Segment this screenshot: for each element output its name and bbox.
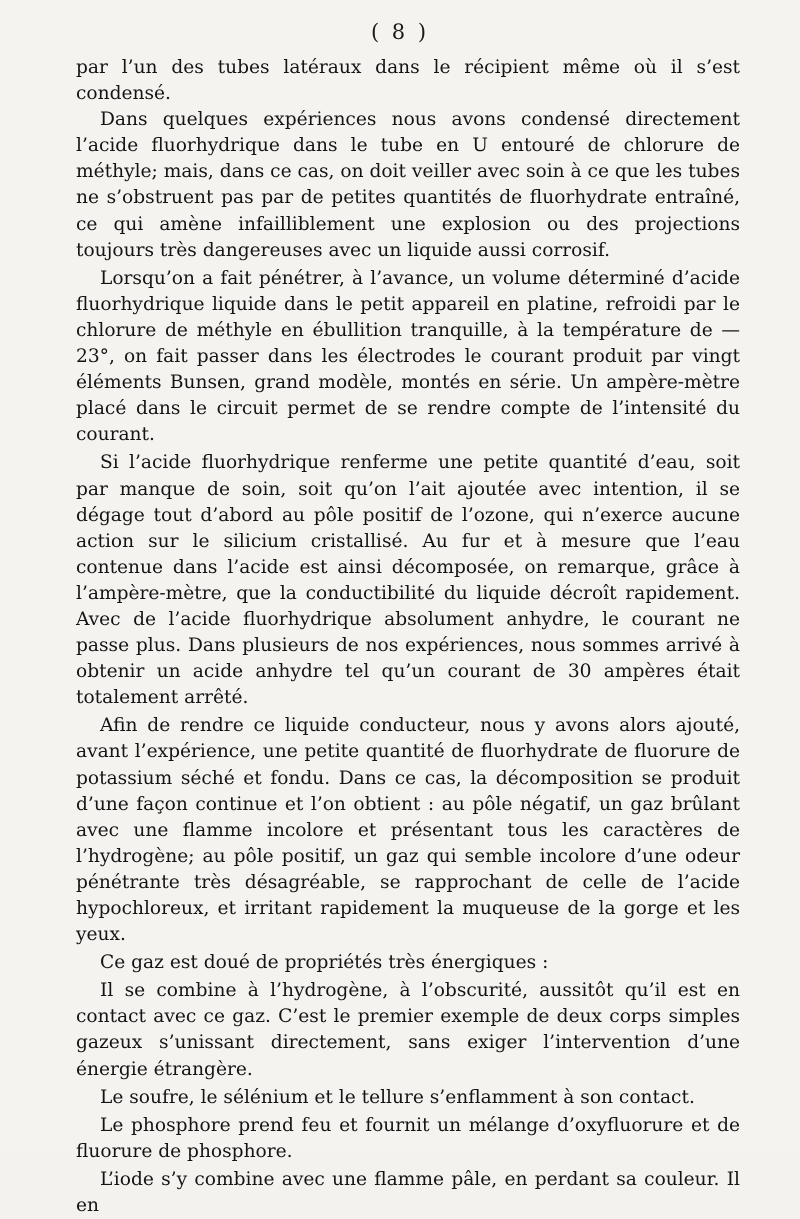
paragraph: Afin de rendre ce liquide conducteur, nous y avons alors ajouté, avant l’expérience, une petite quantité de fluorhydrate de fluorure de potassium séché et fondu. Dans ce cas, la décomposition se produit d’une façon continue et l’on obtient : au pôle négatif, un gaz brûlant avec une flamme incolore et présentant tous les caractères de l’hydrogène; au pôle positif, un gaz qui semble incolore d’une odeur pénétrante très désagréable, se rapprochant de celle de l’acide hypochloreux, et irritant rapidement la muqueuse de la gorge et les yeux.: [76, 715, 740, 946]
paragraph: L’iode s’y combine avec une flamme pâle, en perdant sa couleur. Il en: [76, 1168, 740, 1217]
paragraph: Le soufre, le sélénium et le tellure s’enflamment à son contact.: [100, 1086, 695, 1108]
page-number: ( 8 ): [370, 20, 430, 44]
paragraph: Le phosphore prend feu et fournit un mélange d’oxyfluorure et de fluorure de phosphore.: [76, 1114, 740, 1162]
paragraph: Il se combine à l’hydrogène, à l’obscurité, aussitôt qu’il est en contact avec ce gaz. C’est le premier exemple de deux corps simples gazeux s’unissant directement, sans exiger l’intervention d’une énergie étrangère.: [76, 980, 740, 1080]
paragraph: Ce gaz est doué de propriétés très énergiques :: [100, 952, 549, 974]
paragraph: Si l’acide fluorhydrique renferme une petite quantité d’eau, soit par manque de soin, soit qu’on l’ait ajoutée avec intention, il se dégage tout d’abord au pôle positif de l’ozone, qui n’exerce aucune action sur le silicium cristallisé. Au fur et à mesure que l’eau contenue dans l’acide est ainsi décomposée, on remarque, grâce à l’ampère-mètre, que la conductibilité du liquide décroît rapidement. Avec de l’acide fluorhydrique absolument anhydre, le courant ne passe plus. Dans plusieurs de nos expériences, nous sommes arrivé à obtenir un acide anhydre tel qu’un courant de 30 ampères était totalement arrêté.: [76, 452, 740, 709]
paragraph: Dans quelques expériences nous avons condensé directement l’acide fluorhydrique dans le tube en U entouré de chlorure de méthyle; mais, dans ce cas, on doit veiller avec soin à ce que les tubes ne s’obstruent pas par de petites quantités de fluorhydrate entraîné, ce qui amène infailliblement une explosion ou des projections toujours très dangereuses avec un liquide aussi corrosif.: [76, 109, 740, 261]
paragraph: Lorsqu’on a fait pénétrer, à l’avance, un volume déterminé d’acide fluorhydrique liquide dans le petit appareil en platine, refroidi par le chlorure de méthyle en ébullition tranquille, à la température de — 23°, on fait passer dans les électrodes le courant produit par vingt éléments Bunsen, grand modèle, montés en série. Un ampère-mètre placé dans le circuit permet de se rendre compte de l’intensité du courant.: [76, 267, 740, 446]
paragraph: par l’un des tubes latéraux dans le récipient même où il s’est condensé.: [76, 57, 740, 105]
body-text: [76, 55, 740, 1219]
